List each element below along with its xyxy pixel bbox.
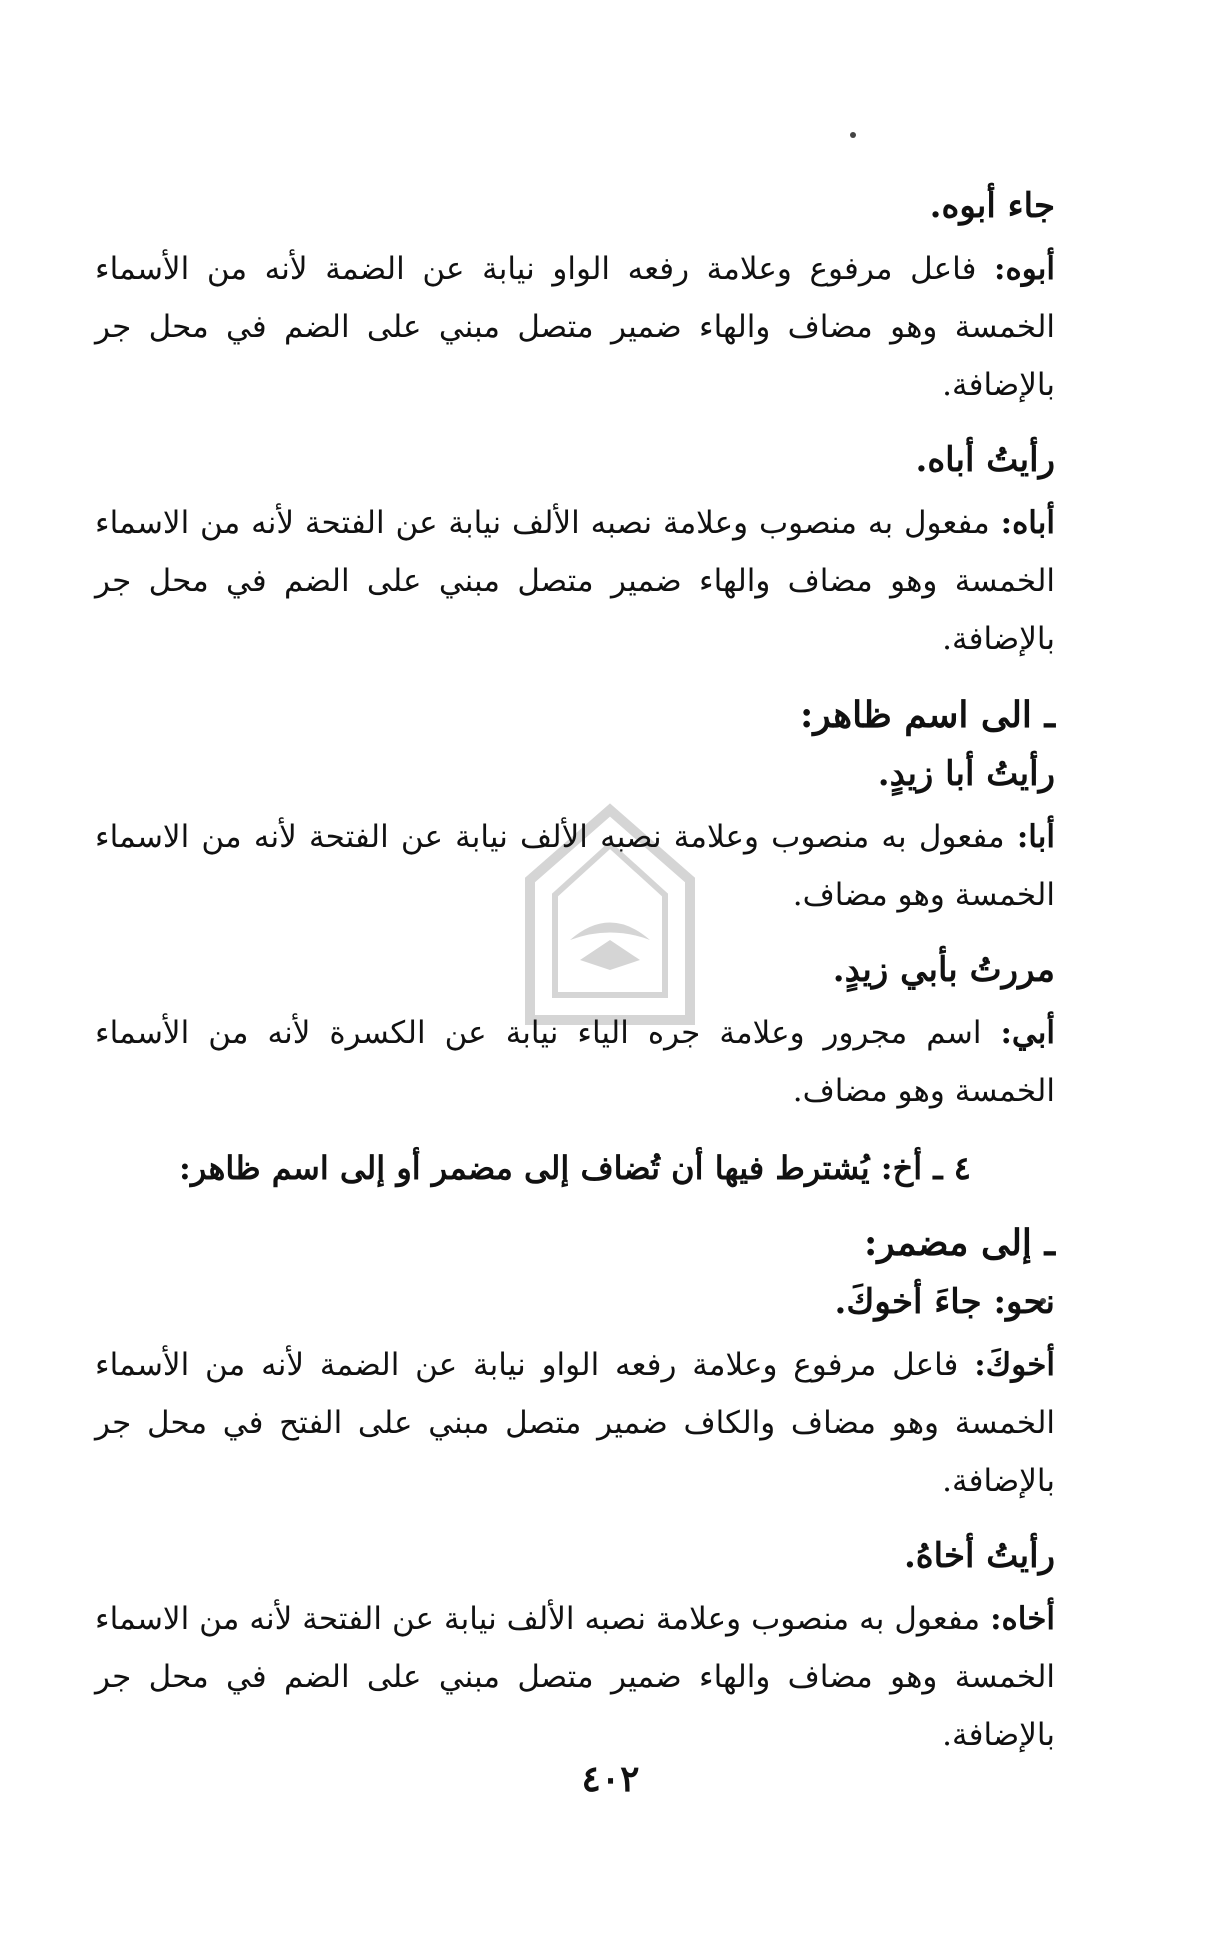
parsing-paragraph [95,1590,1055,1764]
parsing-paragraph [95,494,1055,668]
page-body [95,180,1055,1784]
example-sentence: رأيتُ أخاهُ. [903,1536,1055,1576]
parsing-paragraph [95,240,1055,414]
parsing-text: مفعول به منصوب وعلامة نصبه الألف نيابة عن الفتحة لأنه من الاسماء الخمسة وهو مضاف والهاء ضمير متصل مبني على الضم في محل جر بالإضافة. [95,1601,1055,1753]
parsing-text: اسم مجرور وعلامة جره الياء نيابة عن الكسرة لأنه من الأسماء الخمسة وهو مضاف. [95,1015,1055,1109]
example-sentence: رأيتُ أباه. [915,440,1055,480]
parsing-text: مفعول به منصوب وعلامة نصبه الألف نيابة عن الفتحة لأنه من الاسماء الخمسة وهو مضاف. [95,819,1055,913]
parsing-text: فاعل مرفوع وعلامة رفعه الواو نيابة عن الضمة لأنه من الأسماء الخمسة وهو مضاف والهاء ضمير متصل مبني على الضم في محل جر بالإضافة. [95,251,1055,403]
section-rule: ٤ ـ أخ: يُشترط فيها أن تُضاف إلى مضمر أو إلى اسم ظاهر: [179,1149,971,1187]
section-subheading: ـ إلى مضمر: [863,1222,1055,1264]
parsed-term: أبا: [1016,819,1055,855]
parsed-term: أخاه: [990,1601,1055,1637]
parsing-text: فاعل مرفوع وعلامة رفعه الواو نيابة عن الضمة لأنه من الأسماء الخمسة وهو مضاف والكاف ضمير متصل مبني على الفتح في محل جر بالإضافة. [95,1347,1055,1499]
example-sentence: جاء أبوه. [929,186,1055,226]
example-sentence: رأيتُ أبا زيدٍ. [877,754,1055,794]
parsing-paragraph [95,1004,1055,1120]
scan-speck [850,132,856,138]
parsing-paragraph [95,1336,1055,1510]
parsed-term: أباه: [1000,505,1055,541]
parsed-term: أخوكَ: [974,1347,1055,1383]
section-subheading: ـ الى اسم ظاهر: [799,694,1055,736]
parsed-term: أبي: [1000,1015,1055,1051]
parsing-text: مفعول به منصوب وعلامة نصبه الألف نيابة عن الفتحة لأنه من الاسماء الخمسة وهو مضاف والهاء ضمير متصل مبني على الضم في محل جر بالإضافة. [95,505,1055,657]
example-sentence: مررتُ بأبي زيدٍ. [832,950,1055,990]
parsing-paragraph [95,808,1055,924]
example-sentence: نحو: جاءَ أخوكَ. [834,1282,1055,1322]
page-number: ٤٠٢ [581,1758,640,1800]
parsed-term: أبوه: [994,251,1055,287]
